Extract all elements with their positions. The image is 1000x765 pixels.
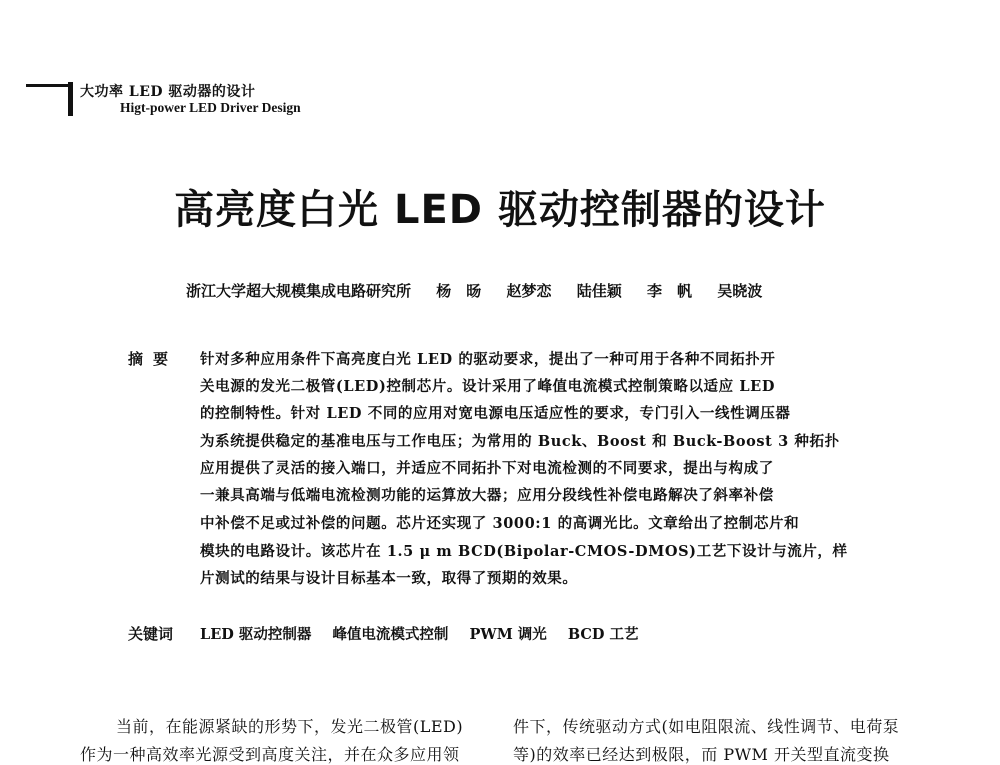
keyword: 峰值电流模式控制 <box>332 626 449 643</box>
running-header-en: Higt-power LED Driver Design <box>120 100 301 116</box>
abstract-line: 为系统提供稳定的基准电压与工作电压；为常用的 Buck、Boost 和 Buck-Boost 3 种拓扑 <box>200 433 840 450</box>
author: 陆佳颖 <box>576 282 622 300</box>
abstract-line: 针对多种应用条件下高亮度白光 LED 的驱动要求，提出了一种可用于各种不同拓扑开 <box>200 351 776 368</box>
body-right-line: 等)的效率已经达到极限，而 PWM 开关型直流变换 <box>513 745 890 764</box>
abstract-line: 关电源的发光二极管(LED)控制芯片。设计采用了峰值电流模式控制策略以适应 LED <box>200 378 776 395</box>
abstract-line: 一兼具高端与低端电流检测功能的运算放大器；应用分段线性补偿电路解决了斜率补偿 <box>200 487 774 504</box>
authors-line <box>186 280 762 301</box>
abstract-line: 片测试的结果与设计目标基本一致，取得了预期的效果。 <box>200 570 578 587</box>
running-header <box>80 84 301 116</box>
body-left-line: 当前，在能源紧缺的形势下，发光二极管(LED) <box>116 717 464 736</box>
abstract-line: 中补偿不足或过补偿的问题。芯片还实现了 3000:1 的高调光比。文章给出了控制芯片和 <box>200 515 800 532</box>
abstract-line: 的控制特性。针对 LED 不同的应用对宽电源电压适应性的要求，专门引入一线性调压器 <box>200 405 791 422</box>
author: 赵梦恋 <box>506 282 552 300</box>
keyword: LED 驱动控制器 <box>200 626 312 643</box>
body-left-line: 作为一种高效率光源受到高度关注，并在众多应用领 <box>80 745 460 764</box>
keywords-label: 关键词 <box>128 625 174 643</box>
author: 吴晓波 <box>717 282 763 300</box>
abstract-label: 摘要 <box>128 350 179 368</box>
keyword: PWM 调光 <box>469 626 547 643</box>
abstract-line: 模块的电路设计。该芯片在 1.5 μ m BCD(Bipolar-CMOS-DMOS)工艺下设计与流片，样 <box>200 543 848 560</box>
author: 杨 旸 <box>436 282 482 300</box>
paper-title: 高亮度白光 LED 驱动控制器的设计 <box>174 187 826 233</box>
keywords-list <box>200 623 655 644</box>
abstract-line: 应用提供了灵活的接入端口，并适应不同拓扑下对电流检测的不同要求，提出与构成了 <box>200 460 774 477</box>
header-rule <box>26 84 68 87</box>
body-right-line: 件下，传统驱动方式(如电阻限流、线性调节、电荷泵 <box>513 717 900 736</box>
header-bar <box>68 82 73 116</box>
running-header-cn: 大功率 LED 驱动器的设计 <box>80 84 256 100</box>
affiliation: 浙江大学超大规模集成电路研究所 <box>186 282 412 300</box>
keyword: BCD 工艺 <box>567 626 639 643</box>
author: 李 帆 <box>647 282 693 300</box>
